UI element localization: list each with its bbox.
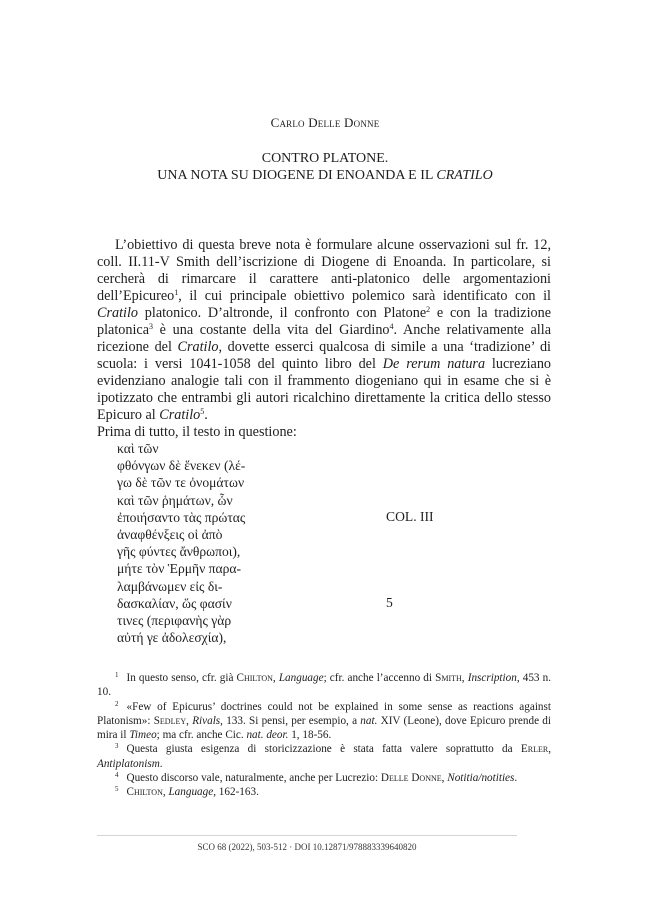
greek-line: ἀναφθένξεις οἱ ἀπὸ [117, 527, 223, 543]
column-label: COL. III [386, 509, 434, 524]
footnote-ref-3[interactable]: 3 [149, 322, 153, 331]
title-italic: CRATILO [436, 168, 493, 183]
footnote-1: $^1$ In questo senso, cfr. già Chilton, Language; cfr. anche l’accenno di Smith, Inscription, 453 n. 10. [97, 671, 552, 699]
footnote-ref-1[interactable]: 1 [174, 288, 179, 297]
greek-line: μήτε τὸν Ἑρμῆν παρα- [117, 561, 242, 577]
greek-line: ἐποιήσαντο τὰς πρώτας [117, 509, 246, 525]
footnote-5: $^5$ Chilton, Language, 162-163. [115, 785, 259, 799]
footnote-3: $^3$ Questa giusta esigenza di storicizzazione è stata fatta valere soprattutto da Erler, Antiplatonism. [97, 742, 551, 770]
greek-line: καὶ τῶν [117, 441, 159, 456]
paragraph-intro: L’obiettivo di questa breve nota è formulare alcune osservazioni sul fr. 12, coll. II.11-V Smith dell’iscrizione di Diogene di Enoanda. In particolare, si cercherà di rimarcare il carattere anti-platonico delle argomentazioni dell’Epicureo$^1$, il cui principale obiettivo polemico sarà identificato con il Cratilo platonico. D’altronde, il confronto con Platone$^2$ e con la tradizione platonica$^3$ è una costante della vita del Giardino$^4$. Anche relativamente alla ricezione del Cratilo, dovette esserci qualcosa di simile a una ‘tradizione’ di scuola: i versi 1041-1058 del quinto libro del De rerum natura lucreziano evidenziano analogie tali con il frammento diogeniano qui in esame che si è ipotizzato che entrambi gli autori ricalchino direttamente la critica dello stesso Epicuro al Cratilo$^5$. [97, 237, 552, 423]
greek-line: δασκαλίαν, ὥς φασίν [117, 595, 232, 611]
greek-line: καὶ τῶν ῥημάτων, ὧν [117, 492, 233, 508]
paragraph-lead-in: Prima di tutto, il testo in questione: [97, 424, 297, 440]
greek-line: λαμβάνωμεν εἰς δι- [117, 578, 223, 594]
footnote-ref-2[interactable]: 2 [426, 305, 431, 314]
page-footer: SCO 68 (2022), 503-512 · DOI 10.12871/978883339640820 [197, 842, 417, 852]
greek-line: αὐτή γε ἀδολεσχία), [117, 630, 227, 646]
greek-line: γω δὲ τῶν τε ὀνομάτων [117, 475, 245, 491]
greek-inscription [117, 440, 377, 646]
title-line-2: UNA NOTA SU DIOGENE DI ENOANDA E IL CRATILO [157, 168, 493, 183]
greek-line: τινες (περιφανὴς γὰρ [117, 613, 232, 629]
line-number: 5 [386, 595, 393, 610]
footnote-ref-4[interactable]: 4 [389, 322, 394, 331]
title-line-1: CONTRO PLATONE. [261, 151, 389, 166]
main-text [97, 237, 551, 441]
footer-divider [97, 835, 517, 836]
footnote-ref-5[interactable]: 5 [200, 407, 205, 416]
article-title [60, 150, 590, 184]
footnote-2: $^2$ «Few of Epicurus’ doctrines could not be explained in some sense as reactions against Platonism»: Sedley, Rivals, 133. Si pensi, per esempio, a nat. XIV (Leone), dove Epicuro prende di mira il Timeo; ma cfr. anche Cic. nat. deor. 1, 18-56. [97, 699, 551, 742]
footnote-4: $^4$ Questo discorso vale, naturalmente, anche per Lucrezio: Delle Donne, Notitia/notities. [115, 771, 518, 785]
footnotes [97, 671, 551, 800]
author-name: Carlo Delle Donne [270, 115, 380, 130]
greek-line: γῆς φύντες ἄνθρωποι), [117, 544, 241, 560]
greek-line: φθόνγων δὲ ἕνεκεν (λέ- [117, 458, 246, 474]
